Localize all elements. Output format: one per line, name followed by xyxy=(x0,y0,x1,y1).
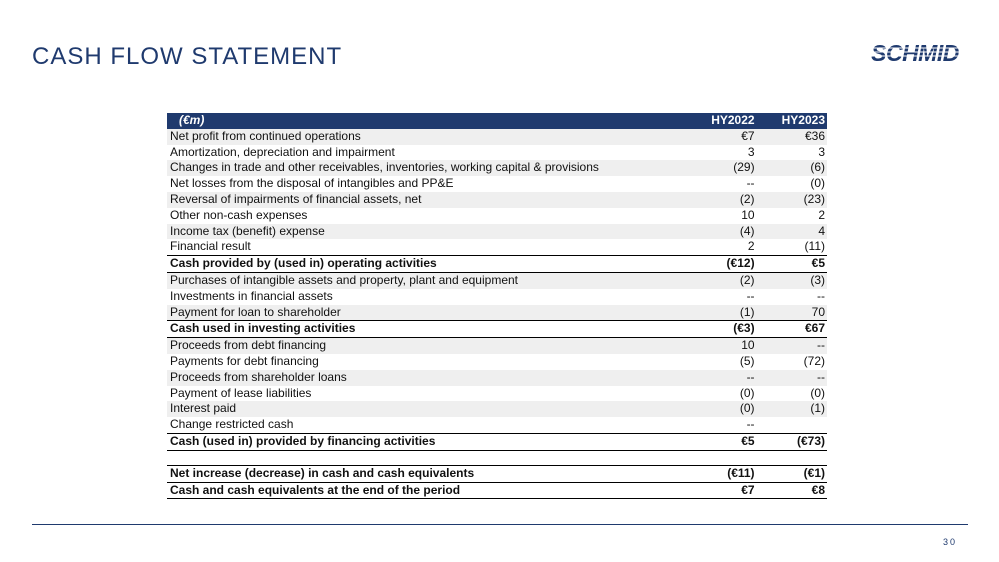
table-row xyxy=(167,433,827,450)
header-unit: (€m) xyxy=(167,113,670,129)
header-hy2022: HY2022 xyxy=(670,113,757,129)
header-hy2023: HY2023 xyxy=(757,113,827,129)
table-row xyxy=(167,176,827,192)
logo-text: SCHMID xyxy=(871,40,959,66)
row-label: Purchases of intangible assets and property, plant and equipment xyxy=(167,272,670,288)
table-row xyxy=(167,450,827,465)
table-row xyxy=(167,401,827,417)
row-value-hy2022: -- xyxy=(670,370,757,386)
table-row xyxy=(167,256,827,273)
row-value-hy2023: (23) xyxy=(757,192,827,208)
row-label: Reversal of impairments of financial assets, net xyxy=(167,192,670,208)
table-row xyxy=(167,129,827,145)
table-row xyxy=(167,192,827,208)
row-value-hy2022: (1) xyxy=(670,305,757,321)
row-value-hy2023: (11) xyxy=(804,239,825,254)
row-value-hy2023: (3) xyxy=(757,272,827,288)
row-label: Cash (used in) provided by financing activities xyxy=(167,433,670,450)
row-value-hy2023: (0) xyxy=(810,176,825,191)
table-row xyxy=(167,305,827,321)
row-value-hy2023: 70 xyxy=(757,305,827,321)
row-value-hy2023: (72) xyxy=(803,353,825,368)
row-value-hy2022: 10 xyxy=(741,207,755,222)
row-value-hy2023: €36 xyxy=(757,129,827,145)
row-label: Investments in financial assets xyxy=(170,288,333,303)
row-value-hy2022: (5) xyxy=(739,353,755,368)
schmid-logo xyxy=(858,40,972,66)
row-value-hy2022: (0) xyxy=(670,401,757,417)
row-value-hy2022: (29) xyxy=(670,160,757,176)
table-row xyxy=(167,354,827,370)
row-value-hy2022: 2 xyxy=(747,239,755,254)
table-row xyxy=(167,417,827,433)
row-value-hy2023: 2 xyxy=(818,207,825,222)
row-label: Cash provided by (used in) operating activities xyxy=(167,256,670,273)
row-value-hy2022 xyxy=(670,450,757,465)
row-value-hy2023: (€73) xyxy=(757,433,827,450)
row-value-hy2023 xyxy=(757,450,827,465)
row-value-hy2022: (€12) xyxy=(670,256,757,273)
row-value-hy2023: €67 xyxy=(757,321,827,338)
row-label: Payments for debt financing xyxy=(170,353,319,368)
row-value-hy2022: -- xyxy=(746,288,755,303)
row-label: Proceeds from shareholder loans xyxy=(167,370,670,386)
page-number: 30 xyxy=(942,537,957,547)
table-row xyxy=(167,321,827,338)
table-row xyxy=(167,160,827,176)
cash-flow-table xyxy=(167,113,827,499)
row-value-hy2023: -- xyxy=(757,370,827,386)
row-value-hy2023: (6) xyxy=(757,160,827,176)
row-label: Amortization, depreciation and impairment xyxy=(170,144,395,159)
row-label: Net increase (decrease) in cash and cash equivalents xyxy=(167,465,670,482)
row-value-hy2022: €5 xyxy=(670,433,757,450)
row-label: Payment of lease liabilities xyxy=(170,385,312,400)
table-row xyxy=(167,239,827,255)
row-value-hy2023: €8 xyxy=(757,482,827,499)
row-label: Income tax (benefit) expense xyxy=(167,224,670,240)
row-value-hy2023: €5 xyxy=(757,256,827,273)
table-row xyxy=(167,272,827,288)
row-label: Cash used in investing activities xyxy=(167,321,670,338)
table-row xyxy=(167,208,827,224)
row-label: Change restricted cash xyxy=(170,417,294,432)
row-value-hy2023: 4 xyxy=(757,224,827,240)
row-value-hy2022: (4) xyxy=(670,224,757,240)
row-label: Other non-cash expenses xyxy=(170,207,308,222)
row-value-hy2022: (€11) xyxy=(670,465,757,482)
row-value-hy2023: (1) xyxy=(757,401,827,417)
row-label: Proceeds from debt financing xyxy=(167,338,670,354)
row-value-hy2022: (2) xyxy=(670,272,757,288)
row-label: Changes in trade and other receivables, inventories, working capital & provisions xyxy=(167,160,670,176)
row-value-hy2022: 3 xyxy=(747,144,755,159)
table-row xyxy=(167,289,827,305)
row-value-hy2022: -- xyxy=(746,176,755,191)
row-value-hy2023: (€1) xyxy=(757,465,827,482)
row-label: Payment for loan to shareholder xyxy=(167,305,670,321)
row-value-hy2022: €7 xyxy=(670,129,757,145)
table-body xyxy=(167,129,827,499)
row-value-hy2023: (0) xyxy=(810,385,825,400)
row-value-hy2023: -- xyxy=(757,338,827,354)
table-row xyxy=(167,386,827,402)
row-label: Net profit from continued operations xyxy=(167,129,670,145)
table-row xyxy=(167,370,827,386)
row-value-hy2022: (€3) xyxy=(670,321,757,338)
table-row xyxy=(167,338,827,354)
table-row xyxy=(167,482,827,499)
row-label: Cash and cash equivalents at the end of the period xyxy=(167,482,670,499)
row-label: Interest paid xyxy=(167,401,670,417)
row-value-hy2023 xyxy=(757,417,827,433)
table-row xyxy=(167,465,827,482)
table-row xyxy=(167,145,827,161)
footer-divider xyxy=(32,524,968,525)
table-header-row xyxy=(167,113,827,129)
row-value-hy2023: -- xyxy=(817,288,825,303)
row-value-hy2022: €7 xyxy=(670,482,757,499)
slide-title: CASH FLOW STATEMENT xyxy=(32,43,343,70)
row-value-hy2022: (0) xyxy=(739,385,755,400)
row-label: Net losses from the disposal of intangibles and PP&E xyxy=(170,176,454,191)
row-value-hy2022: (2) xyxy=(670,192,757,208)
row-value-hy2023: 3 xyxy=(818,144,825,159)
row-label xyxy=(167,450,670,465)
row-value-hy2022: 10 xyxy=(670,338,757,354)
row-label: Financial result xyxy=(170,239,251,254)
row-value-hy2022: -- xyxy=(746,417,755,432)
table-row xyxy=(167,224,827,240)
